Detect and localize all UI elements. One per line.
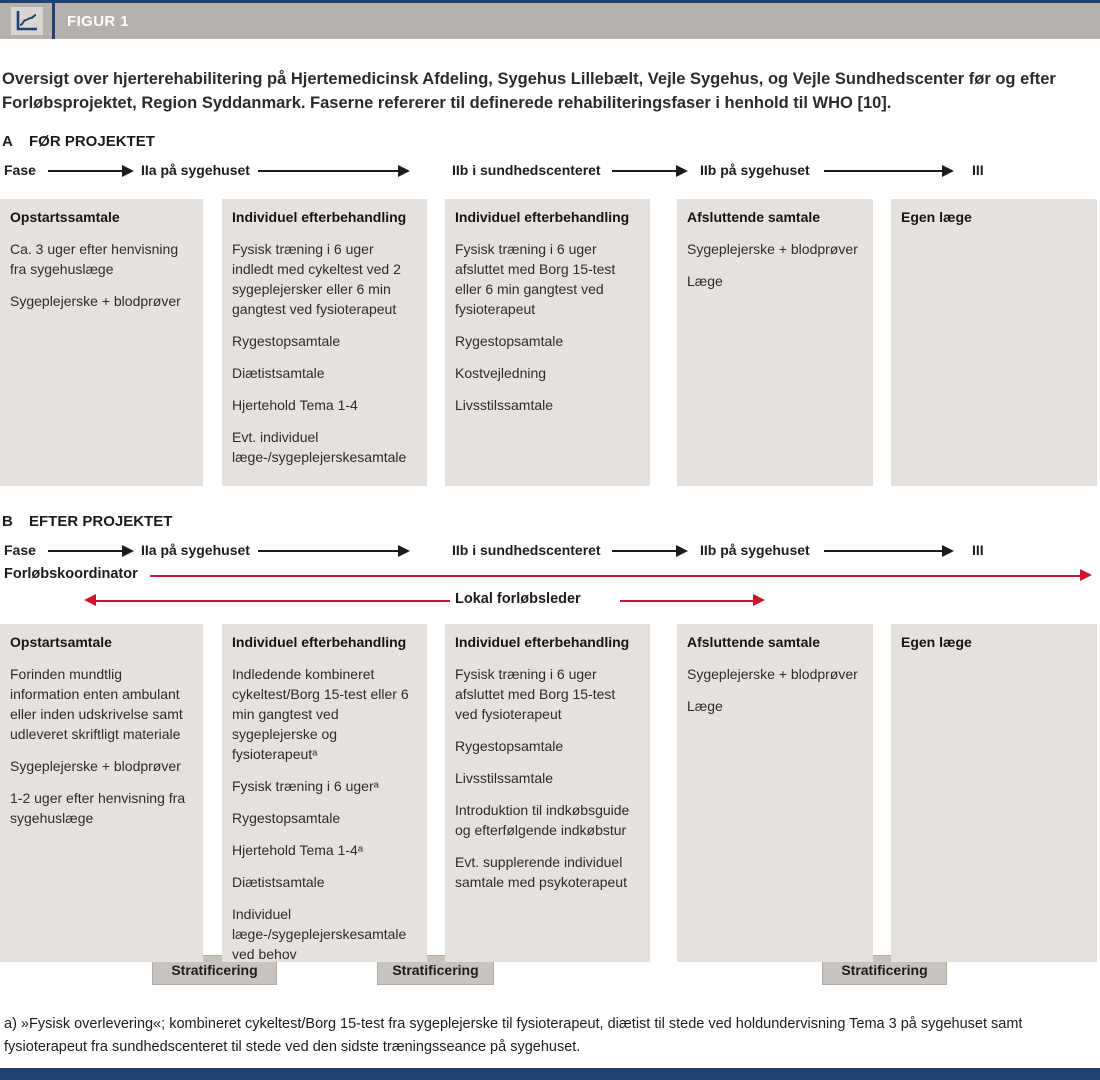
phase-box-a-5	[891, 199, 1097, 486]
box-paragraph: Forinden mundtlig information enten ambulant eller inden udskrivelse samt udleveret skriftligt materiale	[10, 666, 183, 742]
box-title: Individuel efterbehandling	[232, 209, 407, 225]
box-paragraph: Læge	[687, 273, 723, 289]
box-title: Opstartssamtale	[10, 209, 120, 225]
box-paragraph: Rygestopsamtale	[455, 333, 564, 349]
red-arrow-right-icon	[150, 575, 1080, 577]
phase-label-iia-sygehus: IIa på sygehuset	[141, 542, 250, 558]
bottom-rule	[0, 1068, 1100, 1080]
phase-label-iii: III	[972, 542, 984, 558]
box-paragraph: Ca. 3 uger efter henvisning fra sygehuslæge	[10, 241, 179, 277]
box-title: Individuel efterbehandling	[455, 634, 630, 650]
section-a-letter: A	[2, 133, 13, 150]
box-paragraph: Rygestopsamtale	[232, 333, 341, 349]
box-paragraph: 1-2 uger efter henvisning fra sygehuslæge	[10, 790, 186, 826]
arrow-right-icon	[258, 550, 398, 552]
header-separator	[52, 3, 55, 39]
box-paragraph: Hjertehold Tema 1-4	[232, 397, 358, 413]
arrow-right-icon	[612, 170, 676, 172]
box-title: Individuel efterbehandling	[232, 634, 407, 650]
box-paragraph: Sygeplejerske + blodprøver	[10, 293, 181, 309]
box-paragraph: Evt. individuel læge-/sygeplejerskesamtale	[232, 429, 407, 465]
box-paragraph: Livsstilssamtale	[455, 397, 554, 413]
phase-row-b	[0, 542, 1100, 562]
box-paragraph: Sygeplejerske + blodprøver	[687, 241, 858, 257]
box-paragraph: Indledende kombineret cykeltest/Borg 15-test eller 6 min gangtest ved sygeplejerske og fysioterapeutᵃ	[232, 666, 409, 762]
phase-label-iib-sundhedscenter: IIb i sundhedscenteret	[452, 162, 601, 178]
box-paragraph: Fysisk træning i 6 uger afsluttet med Borg 15-test ved fysioterapeut	[455, 666, 616, 722]
stratification-badge: Stratificering	[822, 955, 947, 985]
phase-box-b-3	[445, 624, 650, 962]
box-paragraph: Rygestopsamtale	[232, 810, 341, 826]
box-title: Opstartsamtale	[10, 634, 112, 650]
box-title: Afsluttende samtale	[687, 209, 821, 225]
box-paragraph: Sygeplejerske + blodprøver	[687, 666, 858, 682]
section-a-title: FØR PROJEKTET	[29, 133, 155, 150]
arrow-right-icon	[258, 170, 398, 172]
box-paragraph: Diætistsamtale	[232, 874, 325, 890]
phase-row-a	[0, 162, 1100, 182]
section-b-letter: B	[2, 513, 13, 530]
figure-header	[0, 3, 1100, 39]
phase-label-iib-sundhedscenter: IIb i sundhedscenteret	[452, 542, 601, 558]
phase-box-b-5	[891, 624, 1097, 962]
section-b-label	[2, 513, 1100, 531]
box-paragraph: Fysisk træning i 6 uger afsluttet med Borg 15-test eller 6 min gangtest ved fysioterapeut	[455, 241, 616, 317]
box-paragraph: Evt. supplerende individuel samtale med psykoterapeut	[455, 854, 627, 890]
phase-box-b-1	[0, 624, 203, 962]
box-paragraph: Livsstilssamtale	[455, 770, 554, 786]
section-a-label	[2, 133, 1100, 151]
phase-label-iib-sygehus: IIb på sygehuset	[700, 162, 810, 178]
box-paragraph: Sygeplejerske + blodprøver	[10, 758, 181, 774]
box-paragraph: Læge	[687, 698, 723, 714]
phase-box-a-4	[677, 199, 873, 486]
local-leader-label: Lokal forløbsleder	[455, 591, 581, 607]
phase-box-b-2	[222, 624, 427, 962]
line-chart-icon	[11, 7, 43, 35]
box-paragraph: Rygestopsamtale	[455, 738, 564, 754]
stratification-badge: Stratificering	[377, 955, 494, 985]
phase-label-iii: III	[972, 162, 984, 178]
box-title: Egen læge	[901, 209, 972, 225]
phase-box-a-3	[445, 199, 650, 486]
box-paragraph: Fysisk træning i 6 uger indledt med cykeltest ved 2 sygeplejersker eller 6 min gangtest ved fysioterapeut	[232, 241, 401, 317]
figure-footnote: a) »Fysisk overlevering«; kombineret cykeltest/Borg 15-test fra sygeplejerske til fysioterapeut, diætist til stede ved holdundervisning Tema 3 på sygehuset samt fysioterapeut fra sundhedscenteret til stede ved den sidste træningsseance på sygehuset.	[4, 1016, 1023, 1055]
arrow-right-icon	[48, 170, 122, 172]
box-paragraph: Diætistsamtale	[232, 365, 325, 381]
section-a-columns	[0, 199, 1100, 486]
figure-caption: Oversigt over hjerterehabilitering på Hjertemedicinsk Afdeling, Sygehus Lillebælt, Vejle Sygehus, og Vejle Sundhedscenter før og efter Forløbsprojektet, Region Syddanmark. Faserne refererer til definerede rehabiliteringsfaser i henhold til WHO [10].	[2, 70, 1056, 112]
box-paragraph: Introduktion til indkøbsguide og efterfølgende indkøbstur	[455, 802, 630, 838]
section-b-columns	[0, 624, 1100, 987]
box-title: Individuel efterbehandling	[455, 209, 630, 225]
phase-label-iib-sygehus: IIb på sygehuset	[700, 542, 810, 558]
box-paragraph: Fysisk træning i 6 ugerᵃ	[232, 778, 379, 794]
red-arrow-right-icon	[620, 600, 753, 602]
section-b-title: EFTER PROJEKTET	[29, 513, 173, 530]
arrow-right-icon	[48, 550, 122, 552]
phase-label-fase: Fase	[4, 162, 36, 178]
box-title: Egen læge	[901, 634, 972, 650]
stratification-badge: Stratificering	[152, 955, 277, 985]
phase-box-a-2	[222, 199, 427, 486]
coordinator-label: Forløbskoordinator	[4, 566, 138, 582]
red-arrow-left-icon	[96, 600, 450, 602]
arrow-right-icon	[824, 550, 942, 552]
coordinator-rows	[0, 566, 1100, 616]
phase-box-b-4	[677, 624, 873, 962]
arrow-right-icon	[824, 170, 942, 172]
phase-label-iia-sygehus: IIa på sygehuset	[141, 162, 250, 178]
figure-label: FIGUR 1	[67, 12, 129, 30]
box-title: Afsluttende samtale	[687, 634, 821, 650]
phase-label-fase: Fase	[4, 542, 36, 558]
box-paragraph: Hjertehold Tema 1-4ᵃ	[232, 842, 364, 858]
arrow-right-icon	[612, 550, 676, 552]
phase-box-a-1	[0, 199, 203, 486]
box-paragraph: Kostvejledning	[455, 365, 547, 381]
box-paragraph: Individuel læge-/sygeplejerskesamtale ved behov	[232, 906, 407, 962]
